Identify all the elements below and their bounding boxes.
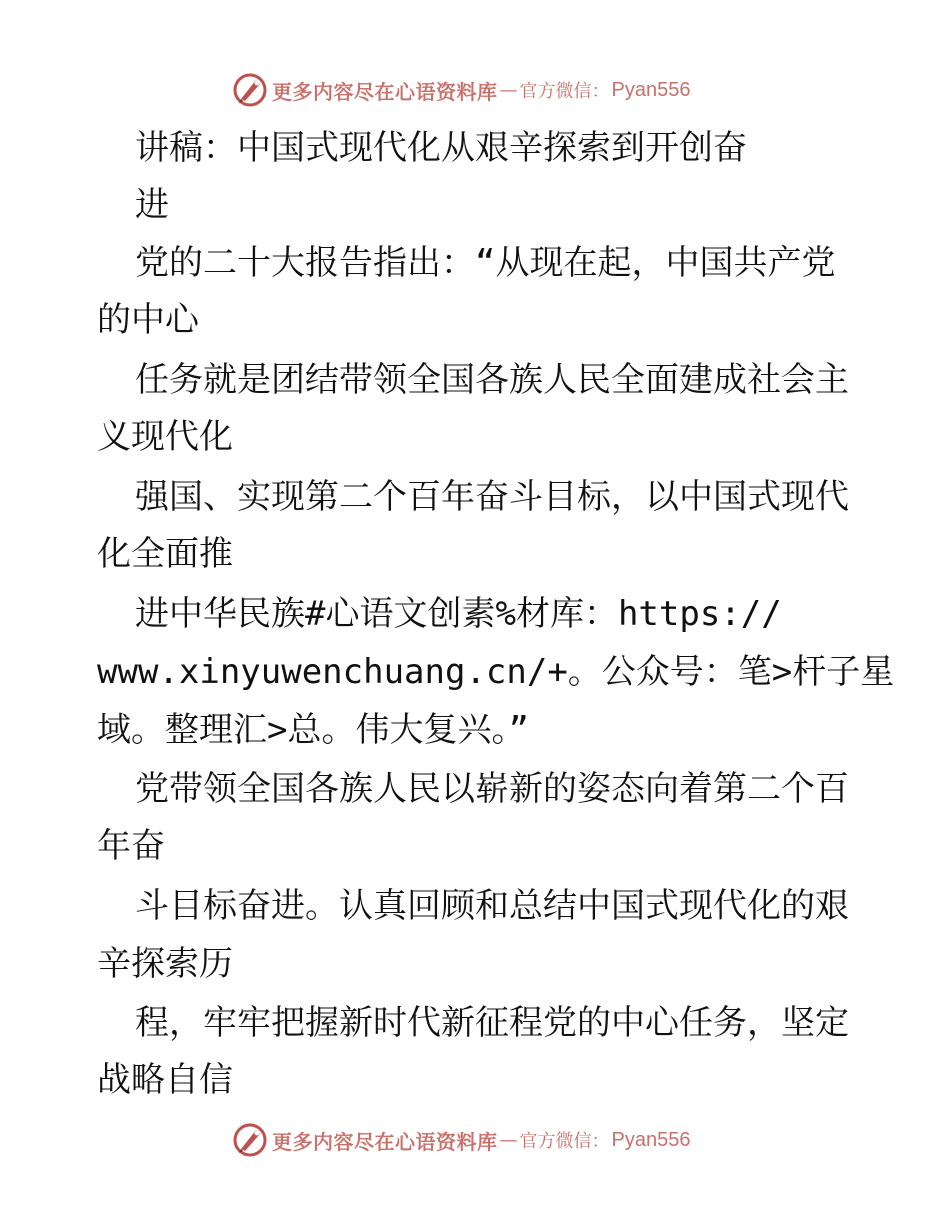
banner-official-label: 官方微信： — [519, 1131, 610, 1152]
banner-main-text: 更多内容尽在心语资料库 — [272, 79, 498, 104]
text-line: www.xinyuwenchuang.cn/+。公众号：笔>杆子星 — [97, 652, 895, 692]
pen-logo-icon — [232, 72, 268, 108]
banner-dash: — — [499, 1129, 518, 1151]
pen-logo-icon — [232, 1122, 268, 1158]
banner-official-label: 官方微信： — [519, 81, 610, 102]
text-line: 战略自信 — [97, 1060, 233, 1100]
banner-wechat-id: Pyan556 — [611, 78, 691, 101]
text-line: 任务就是团结带领全国各族人民全面建成社会主 — [135, 360, 849, 400]
text-line: 党的二十大报告指出：“从现在起，中国共产党 — [135, 243, 836, 283]
text-line: 辛探索历 — [97, 944, 233, 984]
text-line: 域。整理汇>总。伟大复兴。” — [97, 710, 529, 750]
text-line: 进中华民族#心语文创素%材库：https:// — [135, 594, 782, 634]
text-line: 化全面推 — [97, 534, 233, 574]
footer-banner — [232, 1120, 690, 1160]
text-line: 进 — [135, 185, 169, 225]
banner-dash: — — [499, 79, 518, 101]
text-line: 程，牢牢把握新时代新征程党的中心任务，坚定 — [135, 1003, 849, 1043]
header-banner — [232, 70, 690, 110]
banner-wechat-id: Pyan556 — [611, 1128, 691, 1151]
text-line: 的中心 — [97, 300, 199, 340]
text-line: 斗目标奋进。认真回顾和总结中国式现代化的艰 — [135, 886, 849, 926]
text-line: 讲稿：中国式现代化从艰辛探索到开创奋 — [135, 128, 747, 168]
text-line: 强国、实现第二个百年奋斗目标，以中国式现代 — [135, 477, 849, 517]
text-line: 党带领全国各族人民以崭新的姿态向着第二个百 — [135, 769, 849, 809]
text-line: 年奋 — [97, 826, 165, 866]
text-line: 义现代化 — [97, 417, 233, 457]
banner-main-text: 更多内容尽在心语资料库 — [272, 1129, 498, 1154]
